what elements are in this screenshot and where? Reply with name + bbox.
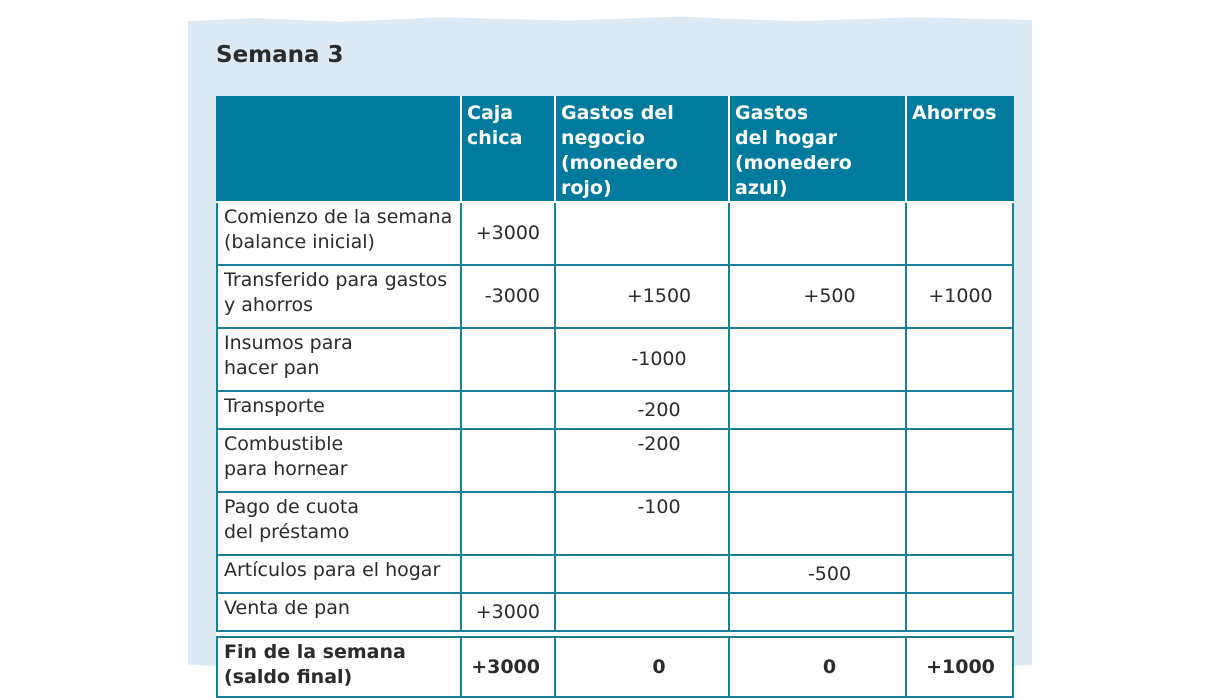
budget-table: [216, 96, 1014, 698]
section-title: Semana 3: [216, 42, 344, 68]
header-text: chica: [467, 127, 523, 149]
cell-ahorros: +1000: [906, 637, 1013, 697]
cell-negocio: +1500: [555, 265, 729, 328]
cell-negocio: -200: [555, 391, 729, 429]
header-caja-chica: [461, 97, 555, 202]
row-label: [217, 391, 461, 429]
cell-caja: [461, 555, 555, 593]
header-text: Gastos: [735, 102, 809, 124]
table-row: [217, 429, 1013, 492]
header-text: (monedero rojo): [561, 152, 678, 199]
table-row: [217, 391, 1013, 429]
cell-negocio: -100: [555, 492, 729, 555]
cell-caja: +3000: [461, 202, 555, 265]
cell-hogar: 0: [729, 637, 906, 697]
header-gastos-hogar: [729, 97, 906, 202]
cell-negocio: -1000: [555, 328, 729, 391]
table-row: [217, 328, 1013, 391]
table-row: [217, 265, 1013, 328]
row-label-text: Transferido para gastos: [224, 269, 448, 291]
cell-hogar: [729, 492, 906, 555]
header-text: Gastos del: [561, 102, 674, 124]
header-text: (monedero azul): [735, 152, 852, 199]
row-label-text: Insumos para: [224, 332, 353, 354]
header-text: del hogar: [735, 127, 837, 149]
cell-ahorros: [906, 391, 1013, 429]
row-label: [217, 328, 461, 391]
table-row: [217, 593, 1013, 631]
cell-negocio: [555, 202, 729, 265]
row-label-text: Artículos para el hogar: [224, 559, 441, 581]
header-text: Caja: [467, 102, 514, 124]
row-label-text: Combustible: [224, 433, 344, 455]
header-text: Ahorros: [912, 102, 997, 124]
row-label: [217, 429, 461, 492]
header-ahorros: [906, 97, 1013, 202]
cell-hogar: [729, 593, 906, 631]
row-label: [217, 593, 461, 631]
cell-ahorros: [906, 555, 1013, 593]
table-row: [217, 202, 1013, 265]
row-label-text: Venta de pan: [224, 597, 350, 619]
row-label: [217, 492, 461, 555]
cell-ahorros: [906, 492, 1013, 555]
cell-negocio: -200: [555, 429, 729, 492]
table-row: [217, 492, 1013, 555]
header-empty-cell: [217, 97, 461, 202]
row-label-text: del préstamo: [224, 521, 350, 543]
cell-ahorros: [906, 328, 1013, 391]
total-row: [217, 637, 1013, 697]
cell-hogar: +500: [729, 265, 906, 328]
row-label-text: para hornear: [224, 458, 348, 480]
row-label-text: (saldo final): [224, 666, 353, 688]
cell-hogar: [729, 328, 906, 391]
header-text: negocio: [561, 127, 645, 149]
cell-caja: [461, 492, 555, 555]
row-label: [217, 202, 461, 265]
cell-hogar: -500: [729, 555, 906, 593]
cell-caja: [461, 429, 555, 492]
table-body: [217, 202, 1013, 697]
row-label-text: Comienzo de la semana: [224, 206, 453, 228]
row-label-text: (balance inicial): [224, 231, 375, 253]
cell-negocio: [555, 555, 729, 593]
row-label-text: Pago de cuota: [224, 496, 359, 518]
cell-ahorros: [906, 429, 1013, 492]
cell-negocio: [555, 593, 729, 631]
row-label-text: Fin de la semana: [224, 641, 406, 663]
cell-caja: [461, 391, 555, 429]
header-gastos-negocio: [555, 97, 729, 202]
cell-caja: +3000: [461, 593, 555, 631]
header-row: [217, 97, 1013, 202]
row-label-text: hacer pan: [224, 357, 320, 379]
row-label: [217, 637, 461, 697]
cell-ahorros: [906, 593, 1013, 631]
cell-ahorros: [906, 202, 1013, 265]
cell-hogar: [729, 202, 906, 265]
row-label-text: y ahorros: [224, 294, 313, 316]
cell-caja: -3000: [461, 265, 555, 328]
row-label: [217, 555, 461, 593]
row-label-text: Transporte: [224, 395, 325, 417]
cell-ahorros: +1000: [906, 265, 1013, 328]
cell-caja: [461, 328, 555, 391]
cell-hogar: [729, 391, 906, 429]
row-label: [217, 265, 461, 328]
cell-negocio: 0: [555, 637, 729, 697]
cell-hogar: [729, 429, 906, 492]
cell-caja: +3000: [461, 637, 555, 697]
table-row: [217, 555, 1013, 593]
